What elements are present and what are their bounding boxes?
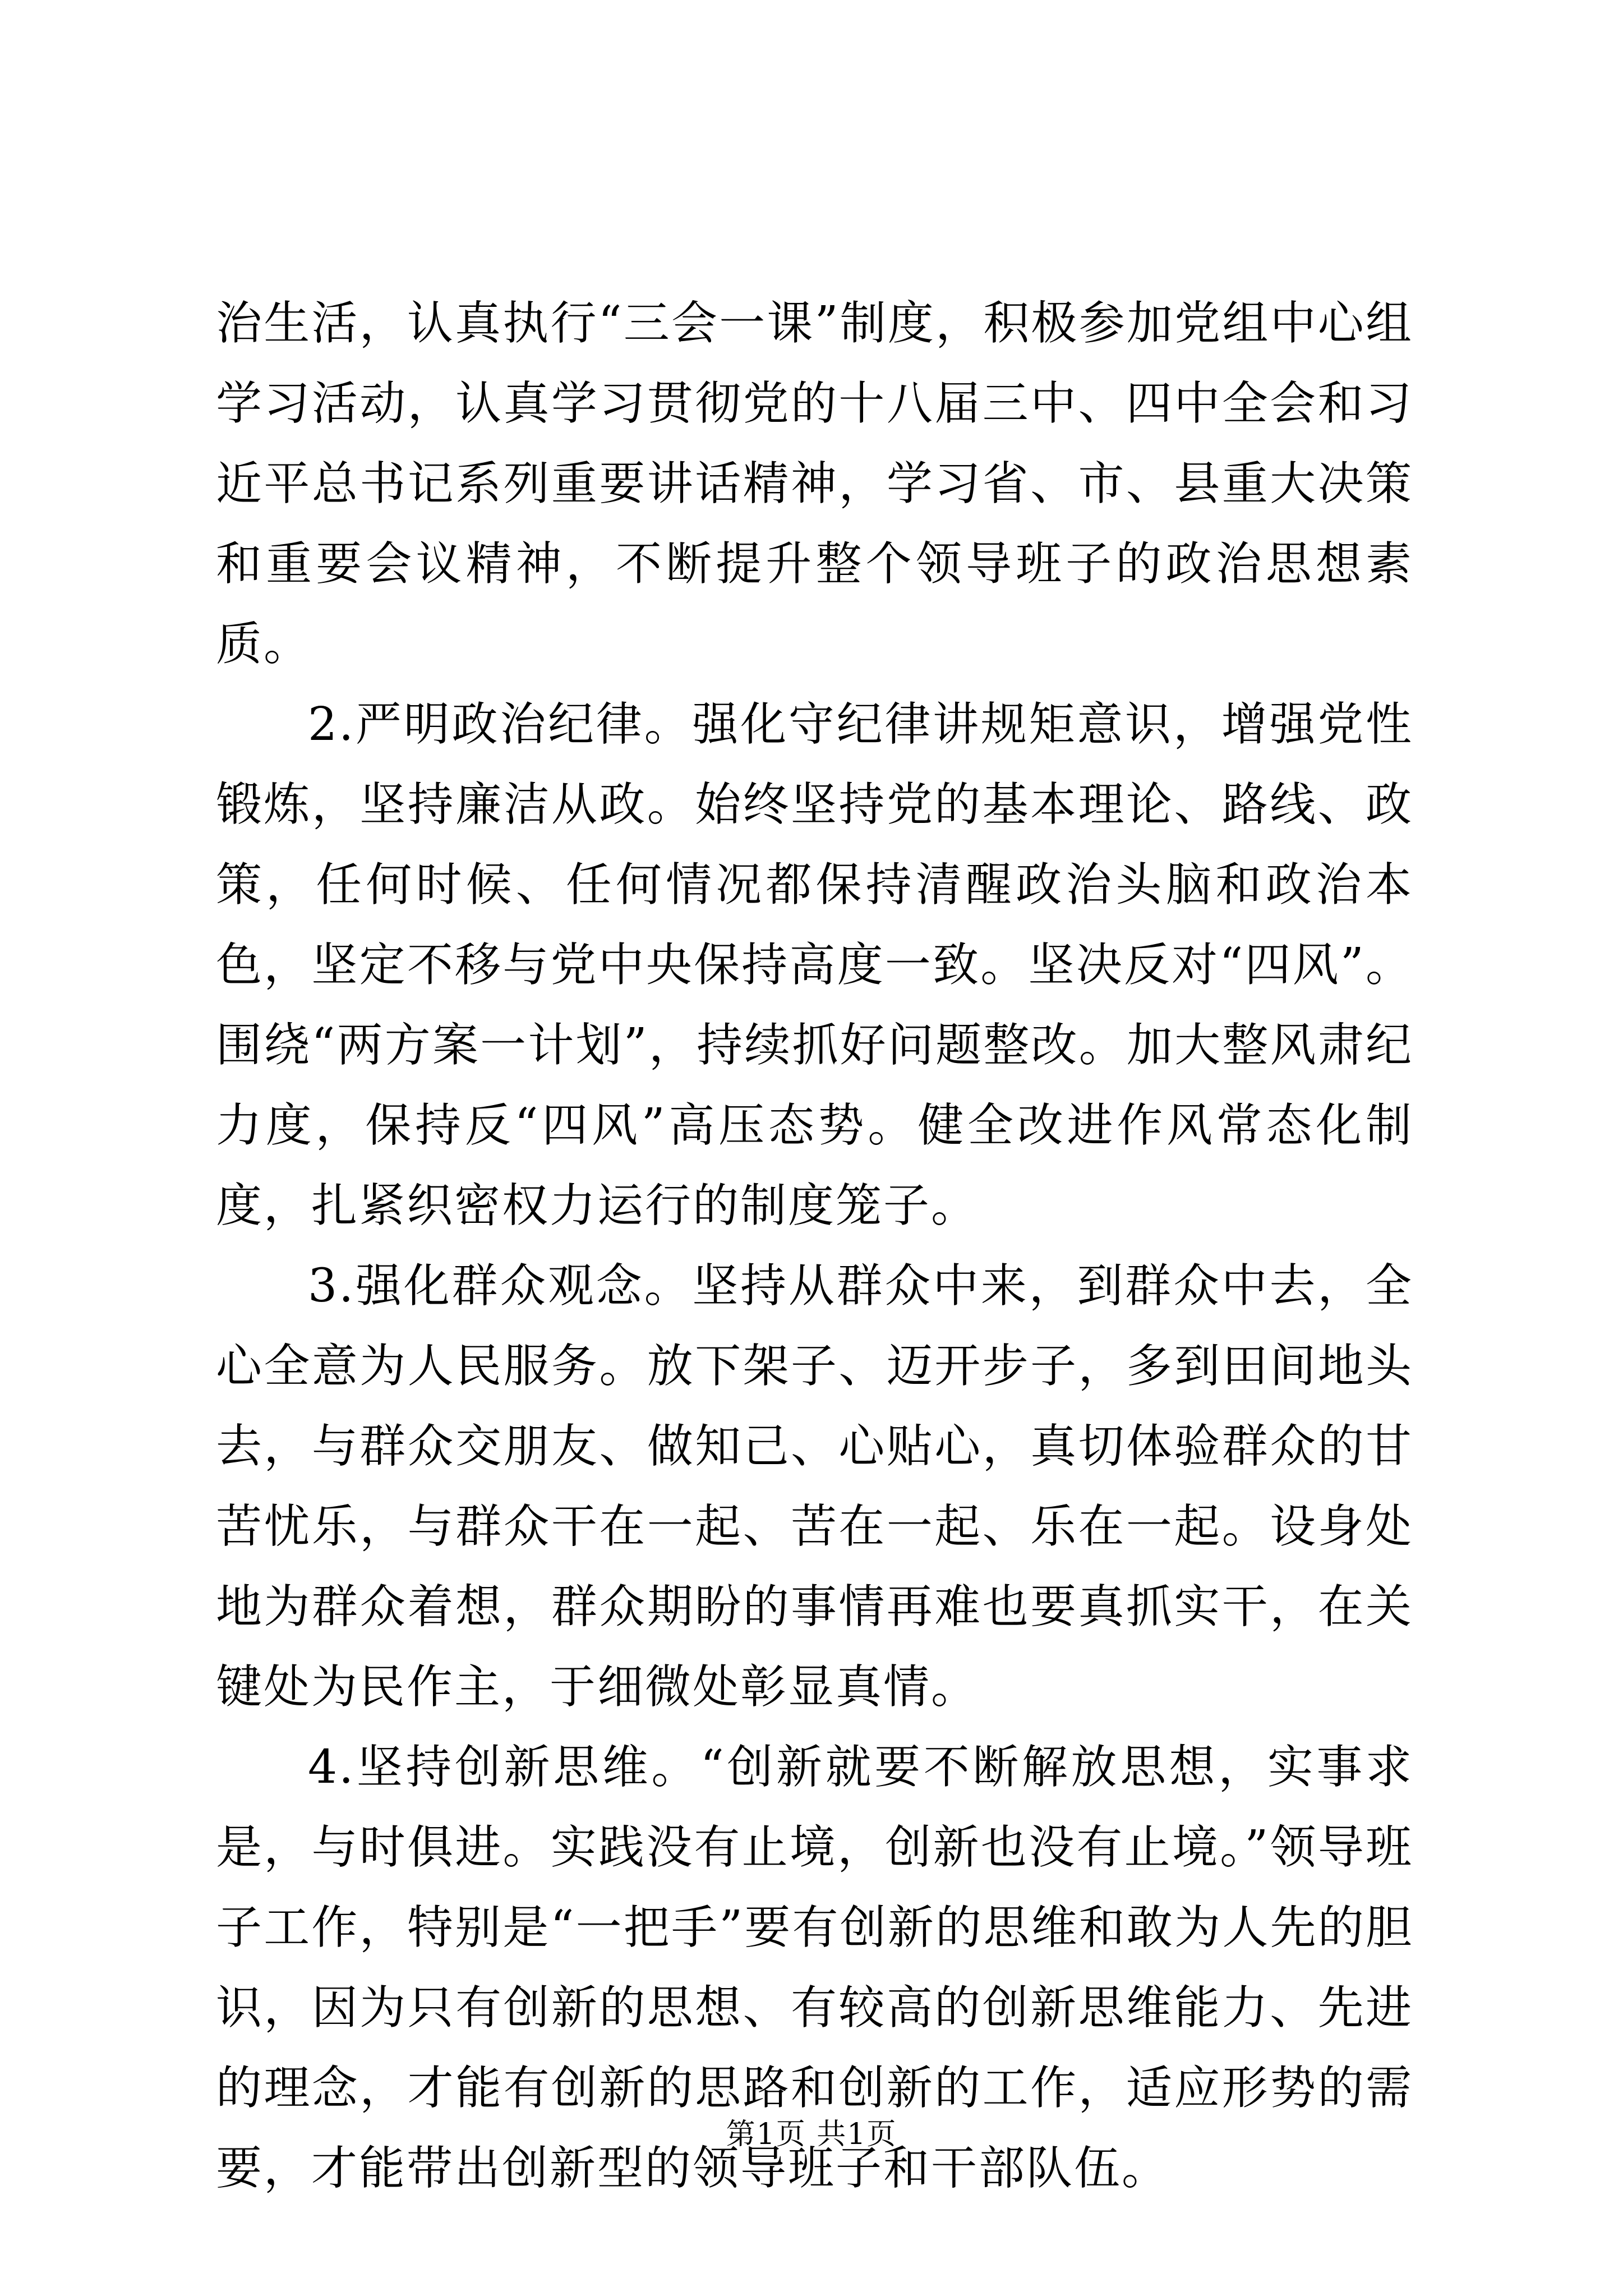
- paragraph-continuation: 治生活，认真执行“三会一课”制度，积极参加党组中心组学习活动，认真学习贯彻党的十八届三中、四中全会和习近平总书记系列重要讲话精神，学习省、市、县重大决策和重要会议精神，不断提升整个领导班子的政治思想素质。: [216, 297, 1413, 671]
- paragraph-mass-concept: 3.强化群众观念。坚持从群众中来，到群众中去，全心全意为人民服务。放下架子、迈开步子，多到田间地头去，与群众交朋友、做知己、心贴心，真切体验群众的甘苦忧乐，与群众干在一起、苦在一起、乐在一起。设身处地为群众着想，群众期盼的事情再难也要真抓实干，在关键处为民作主，于细微处彰显真情。: [216, 1259, 1413, 1714]
- paragraph-innovation-thinking: 4.坚持创新思维。“创新就要不断解放思想，实事求是，与时俱进。实践没有止境，创新也没有止境。”领导班子工作，特别是“一把手”要有创新的思维和敢为人先的胆识，因为只有创新的思想、有较高的创新思维能力、先进的理念，才能有创新的思路和创新的工作，适应形势的需要，才能带出创新型的领导班子和干部队伍。: [216, 1741, 1413, 2195]
- page-footer: 第1页 共1页: [726, 2118, 897, 2151]
- document-body: [216, 283, 1413, 2208]
- paragraph-political-discipline: 2.严明政治纪律。强化守纪律讲规矩意识，增强党性锻炼，坚持廉洁从政。始终坚持党的基本理论、路线、政策，任何时候、任何情况都保持清醒政治头脑和政治本色，坚定不移与党中央保持高度一致。坚决反对“四风”。围绕“两方案一计划”，持续抓好问题整改。加大整风肃纪力度，保持反“四风”高压态势。健全改进作风常态化制度，扎紧织密权力运行的制度笼子。: [216, 698, 1413, 1232]
